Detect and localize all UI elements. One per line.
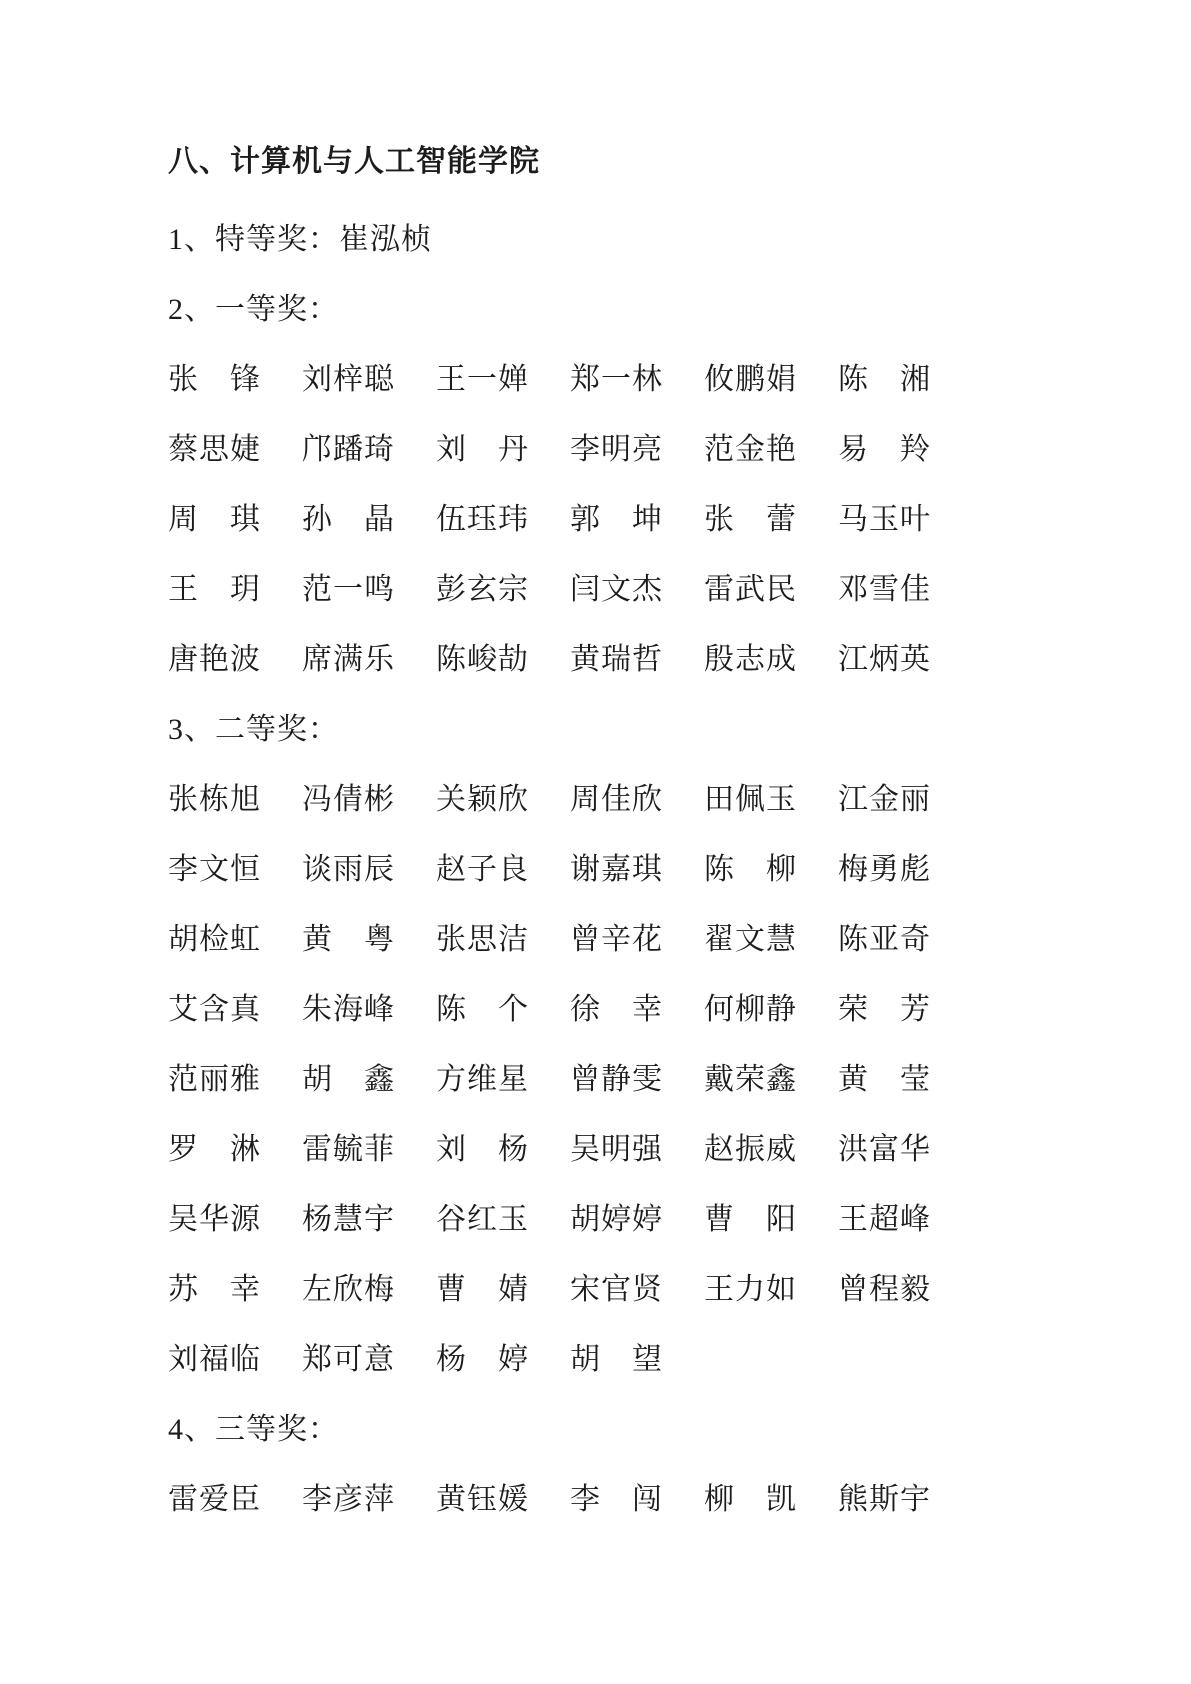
awardee-name: 黄 莹 [838,1063,931,1096]
awardee-name: 曾辛花 [570,923,663,956]
page-title: 八、计算机与人工智能学院 [168,145,540,178]
second-prize-heading: 3、二等奖： [168,713,339,746]
awardee-name: 胡婷婷 [570,1203,663,1236]
awardee-name: 伍珏玮 [436,503,529,536]
awardee-name: 江炳英 [838,643,931,676]
name-row [168,1181,1131,1251]
awardee-name: 范一鸣 [302,573,395,606]
section-first-prize [168,271,1131,691]
awardee-name: 张 锋 [168,363,261,396]
awardee-name: 李彦萍 [302,1483,395,1516]
name-row [168,971,1131,1041]
awardee-name: 黄瑞哲 [570,643,663,676]
awardee-name: 雷武民 [704,573,797,606]
awardee-name: 曹 婧 [436,1273,529,1306]
awardee-name: 攸鹏娟 [704,363,797,396]
first-prize-name-grid [168,341,1131,691]
awardee-name: 苏 幸 [168,1273,261,1306]
awardee-name: 洪富华 [838,1133,931,1166]
awardee-name: 陈 个 [436,993,529,1026]
awardee-name: 郑可意 [302,1343,395,1376]
first-prize-heading: 2、一等奖： [168,293,339,326]
name-row [168,341,1131,411]
awardee-name: 王一婵 [436,363,529,396]
section-special-prize [168,201,1131,271]
awardee-name: 易 羚 [838,433,931,466]
awardee-name: 曾静雯 [570,1063,663,1096]
awardee-name: 席满乐 [302,643,395,676]
awardee-name: 李明亮 [570,433,663,466]
awardee-name: 田佩玉 [704,783,797,816]
awardee-name: 赵振威 [704,1133,797,1166]
awardee-name: 胡 望 [570,1343,663,1376]
awardee-name: 曹 阳 [704,1203,797,1236]
awardee-name: 赵子良 [436,853,529,886]
second-prize-name-grid [168,761,1131,1391]
name-row [168,481,1131,551]
awardee-name: 戴荣鑫 [704,1063,797,1096]
awardee-name: 冯倩彬 [302,783,395,816]
awardee-name: 李文恒 [168,853,261,886]
awardee-name: 陈 湘 [838,363,931,396]
awardee-name: 柳 凯 [704,1483,797,1516]
awardee-name: 江金丽 [838,783,931,816]
name-row [168,551,1131,621]
section-third-prize [168,1391,1131,1531]
awardee-name: 刘梓聪 [302,363,395,396]
third-prize-name-grid [168,1461,1131,1531]
awardee-name: 闫文杰 [570,573,663,606]
awardee-name: 宋官贤 [570,1273,663,1306]
awardee-name: 张栋旭 [168,783,261,816]
awardee-name: 周 琪 [168,503,261,536]
awardee-name: 刘 杨 [436,1133,529,1166]
awardee-name: 陈 柳 [704,853,797,886]
awardee-name: 罗 淋 [168,1133,261,1166]
awardee-name: 吴华源 [168,1203,261,1236]
name-row [168,1321,1131,1391]
awardee-name: 吴明强 [570,1133,663,1166]
awardee-name: 周佳欣 [570,783,663,816]
awardee-name: 方维星 [436,1063,529,1096]
awardee-name: 彭玄宗 [436,573,529,606]
awardee-name: 胡检虹 [168,923,261,956]
awardee-name: 翟文慧 [704,923,797,956]
awardee-name: 刘福临 [168,1343,261,1376]
special-prize-heading: 1、特等奖：崔泓桢 [168,223,432,256]
name-row [168,1461,1131,1531]
name-row [168,831,1131,901]
awardee-name: 刘 丹 [436,433,529,466]
awardee-name: 马玉叶 [838,503,931,536]
awardee-name: 陈亚奇 [838,923,931,956]
name-row [168,1111,1131,1181]
awardee-name: 范金艳 [704,433,797,466]
awardee-name: 黄钰媛 [436,1483,529,1516]
awardee-name: 曾程毅 [838,1273,931,1306]
awardee-name: 范丽雅 [168,1063,261,1096]
third-prize-heading: 4、三等奖： [168,1413,339,1446]
awardee-name: 邓雪佳 [838,573,931,606]
awardee-name: 郭 坤 [570,503,663,536]
awardee-name: 谷红玉 [436,1203,529,1236]
awardee-name: 黄 粤 [302,923,395,956]
awardee-name: 张思洁 [436,923,529,956]
awardee-name: 关颖欣 [436,783,529,816]
name-row [168,901,1131,971]
awardee-name: 殷志成 [704,643,797,676]
awardee-name: 陈峻劼 [436,643,529,676]
awardee-name: 何柳静 [704,993,797,1026]
awardee-name: 蔡思婕 [168,433,261,466]
awardee-name: 王超峰 [838,1203,931,1236]
awardee-name: 艾含真 [168,993,261,1026]
awardee-name: 王 玥 [168,573,261,606]
awardee-name: 左欣梅 [302,1273,395,1306]
awardee-name: 孙 晶 [302,503,395,536]
awardee-name: 荣 芳 [838,993,931,1026]
awardee-name: 杨慧宇 [302,1203,395,1236]
awardee-name: 胡 鑫 [302,1063,395,1096]
awardee-name: 梅勇彪 [838,853,931,886]
awardee-name: 郑一林 [570,363,663,396]
awardee-name: 雷毓菲 [302,1133,395,1166]
name-row [168,1251,1131,1321]
awardee-name: 杨 婷 [436,1343,529,1376]
awardee-name: 雷爱臣 [168,1483,261,1516]
awardee-name: 朱海峰 [302,993,395,1026]
name-row [168,761,1131,831]
name-row [168,411,1131,481]
awardee-name: 王力如 [704,1273,797,1306]
name-row [168,1041,1131,1111]
awardee-name: 李 闯 [570,1483,663,1516]
name-row [168,621,1131,691]
awardee-name: 熊斯宇 [838,1483,931,1516]
awardee-name: 邝蹯琦 [302,433,395,466]
section-second-prize [168,691,1131,1391]
awardee-name: 谈雨辰 [302,853,395,886]
awardee-name: 张 蕾 [704,503,797,536]
awardee-name: 徐 幸 [570,993,663,1026]
awardee-name: 唐艳波 [168,643,261,676]
awardee-name: 谢嘉琪 [570,853,663,886]
